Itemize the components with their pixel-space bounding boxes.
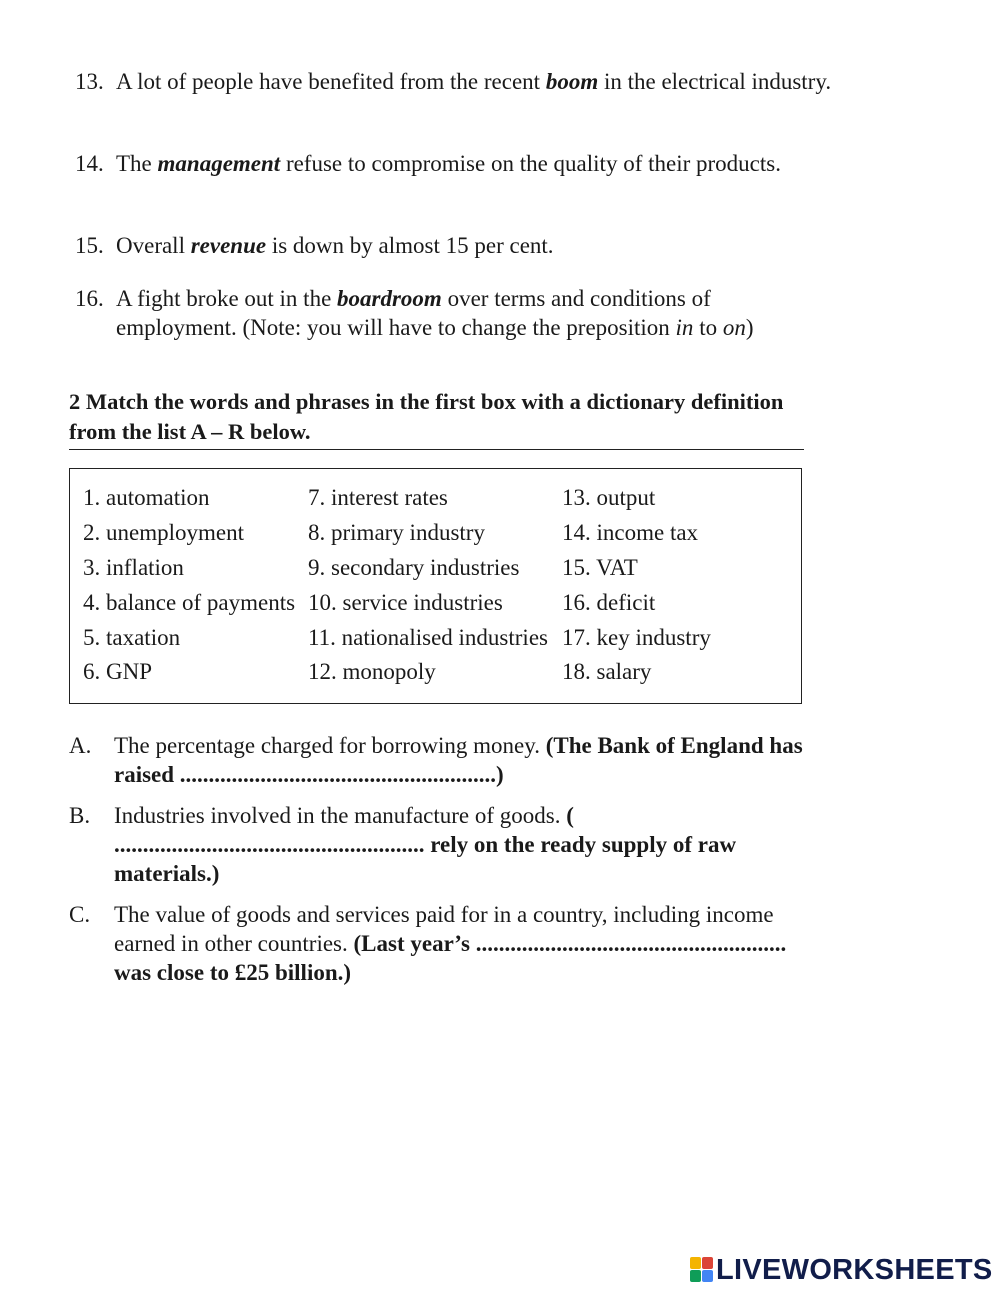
word-item: 18. salary <box>562 659 652 684</box>
word-item: 6. GNP <box>83 659 153 684</box>
sentence-text: The <box>116 151 158 176</box>
logo-icon <box>690 1257 714 1283</box>
definition-text: Industries involved in the manufacture of goods. <box>114 803 567 828</box>
definition-letter: C. <box>69 902 91 927</box>
logo-text: LIVEWORKSHEETS <box>716 1253 993 1286</box>
word-item: 9. secondary industries <box>308 555 520 580</box>
italic-word: on <box>722 315 746 340</box>
sentence-text: in the electrical industry. <box>598 69 832 94</box>
exercise-heading: 2 Match the words and phrases in the first box with a dictionary definition from the list A – R below. <box>69 389 784 444</box>
italic-word: in <box>675 315 694 340</box>
example-sentence: (The Bank of England has raised .......................................................) <box>114 733 803 787</box>
word-item: 17. key industry <box>562 625 711 650</box>
definition-letter: B. <box>69 803 91 828</box>
word-item: 10. service industries <box>308 590 503 615</box>
keyword: boom <box>545 69 599 94</box>
example-sentence: (Last year’s ...................................................... was close to £25 billion.) <box>114 931 787 985</box>
keyword: revenue <box>190 233 267 258</box>
word-item: 15. VAT <box>562 555 638 580</box>
word-box <box>69 468 802 704</box>
sentence-text: over terms and conditions of employment. (Note: you will have to change the preposition <box>116 286 711 340</box>
word-item: 12. monopoly <box>308 659 436 684</box>
sentence-number: 13. <box>75 69 104 94</box>
word-item: 1. automation <box>83 485 210 510</box>
word-item: 4. balance of payments <box>83 590 296 615</box>
sentence-text: Overall <box>116 233 191 258</box>
divider <box>69 449 804 450</box>
definition-text: The percentage charged for borrowing money. <box>114 733 546 758</box>
sentence-text: refuse to compromise on the quality of their products. <box>280 151 781 176</box>
example-sentence: ( ...................................................... rely on the ready supply of raw materials.) <box>114 803 737 886</box>
sentence-text: A fight broke out in the <box>116 286 338 311</box>
sentence-14 <box>75 149 835 178</box>
definition-letter: A. <box>69 733 92 758</box>
sentence-text: is down by almost 15 per cent. <box>266 233 554 258</box>
word-item: 8. primary industry <box>308 520 485 545</box>
word-item: 3. inflation <box>83 555 184 580</box>
sentence-text: A lot of people have benefited from the recent <box>116 69 546 94</box>
keyword: management <box>157 151 281 176</box>
word-item: 5. taxation <box>83 625 181 650</box>
sentence-text: ) <box>745 315 754 340</box>
keyword: boardroom <box>337 286 442 311</box>
definition-c <box>69 900 809 987</box>
definition-b <box>69 801 809 888</box>
sentence-15 <box>75 231 835 260</box>
sentence-number: 15. <box>75 233 104 258</box>
word-item: 7. interest rates <box>308 485 448 510</box>
definition-text: The value of goods and services paid for in a country, including income earned in other countries. <box>114 902 774 956</box>
word-item: 2. unemployment <box>83 520 244 545</box>
sentence-13 <box>75 67 835 96</box>
word-item: 14. income tax <box>562 520 699 545</box>
sentence-16 <box>75 284 835 342</box>
sentence-number: 14. <box>75 151 104 176</box>
sentence-number: 16. <box>75 286 104 311</box>
definition-a <box>69 731 809 789</box>
word-item: 16. deficit <box>562 590 656 615</box>
word-item: 11. nationalised industries <box>308 625 548 650</box>
sentence-text: to <box>693 315 723 340</box>
word-item: 13. output <box>562 485 656 510</box>
liveworksheets-logo <box>690 1252 993 1288</box>
